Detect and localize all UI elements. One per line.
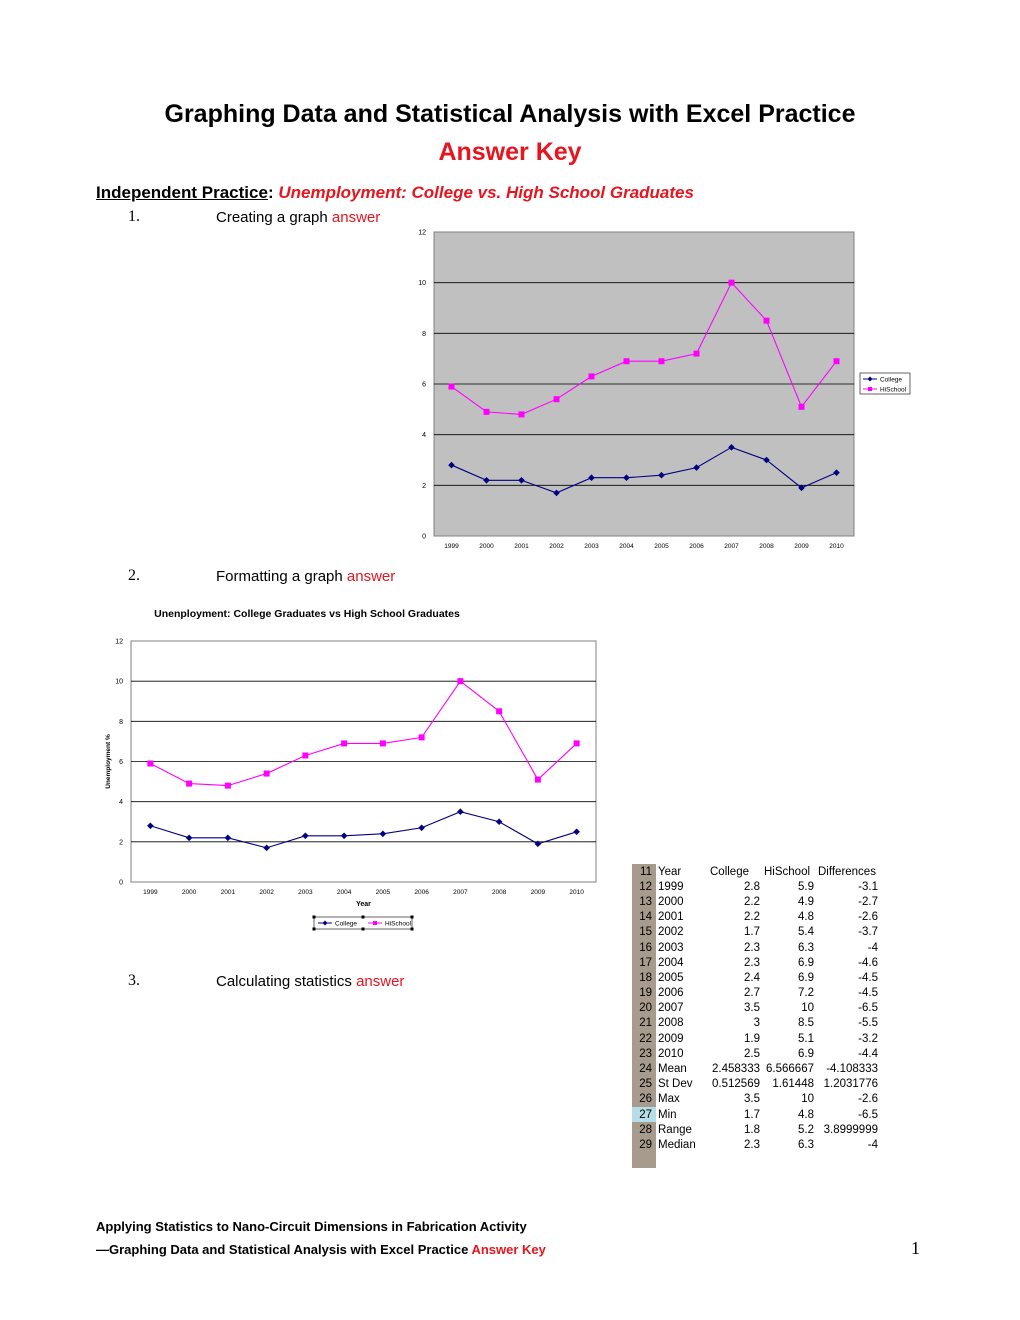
data-point xyxy=(659,358,665,364)
spreadsheet-row xyxy=(632,940,880,955)
spreadsheet-row xyxy=(632,1001,880,1016)
y-tick-label: 4 xyxy=(422,432,426,440)
spreadsheet-cell[interactable]: 2.3 xyxy=(744,956,760,969)
row-header[interactable]: 22 xyxy=(632,1031,656,1046)
data-point xyxy=(225,783,231,789)
y-axis-title: Unemployment % xyxy=(105,734,112,789)
x-tick-label: 2006 xyxy=(414,889,429,896)
x-tick-label: 2008 xyxy=(491,889,507,896)
document-subtitle: Answer Key xyxy=(438,138,582,166)
spreadsheet-cell[interactable]: 6.3 xyxy=(798,941,814,954)
data-point xyxy=(302,752,308,758)
spreadsheet-cell[interactable]: -4.5 xyxy=(858,987,878,1000)
spreadsheet-cell[interactable]: 1.8 xyxy=(744,1123,760,1136)
x-tick-label: 2001 xyxy=(220,889,236,896)
spreadsheet-cell[interactable]: 8.5 xyxy=(798,1017,814,1030)
spreadsheet-cell[interactable]: 6.9 xyxy=(798,956,814,969)
footer-activity-title: Applying Statistics to Nano-Circuit Dimensions in Fabrication Activity xyxy=(96,1219,527,1234)
legend-handle xyxy=(313,916,316,919)
spreadsheet-cell[interactable]: 2008 xyxy=(658,1017,684,1030)
spreadsheet-cell[interactable]: -4.6 xyxy=(858,956,878,969)
y-tick-label: 10 xyxy=(418,280,426,288)
spreadsheet-cell[interactable]: -3.2 xyxy=(858,1032,878,1045)
chart-title: Unenployment: College Graduates vs High School Graduates xyxy=(154,608,460,620)
x-tick-label: 2005 xyxy=(375,889,391,896)
legend-handle xyxy=(313,928,316,931)
item-answer: answer xyxy=(346,568,396,585)
spreadsheet-cell[interactable]: 2003 xyxy=(658,941,684,954)
spreadsheet-cell[interactable]: 4.8 xyxy=(798,911,814,924)
spreadsheet-row xyxy=(632,1031,880,1046)
x-tick-label: 2010 xyxy=(569,889,584,896)
spreadsheet-cell[interactable]: -4.108333 xyxy=(826,1063,878,1076)
item-text xyxy=(216,568,395,585)
unemployment-chart-default xyxy=(400,224,920,558)
spreadsheet-cell[interactable]: 10 xyxy=(801,1093,814,1106)
spreadsheet-cell[interactable]: Median xyxy=(658,1138,696,1151)
spreadsheet-cell[interactable]: -3.7 xyxy=(858,926,878,939)
spreadsheet-table xyxy=(632,864,880,1168)
x-tick-label: 2003 xyxy=(584,543,599,550)
spreadsheet-row xyxy=(632,910,880,925)
page-number: 1 xyxy=(911,1238,920,1258)
legend-label: College xyxy=(335,920,358,928)
unemployment-chart-formatted xyxy=(96,598,606,938)
spreadsheet-row xyxy=(632,1107,880,1122)
y-tick-label: 12 xyxy=(115,638,123,646)
spreadsheet-cell[interactable] xyxy=(816,1153,880,1168)
section-heading xyxy=(96,183,694,203)
item-answer: answer xyxy=(331,209,381,226)
section-label: Independent Practice xyxy=(96,183,268,202)
data-point xyxy=(729,280,735,286)
spreadsheet-cell[interactable]: 5.1 xyxy=(798,1032,814,1045)
legend-handle xyxy=(362,928,365,931)
spreadsheet-cell[interactable]: 4.9 xyxy=(798,895,814,908)
spreadsheet-cell[interactable]: St Dev xyxy=(658,1078,693,1091)
data-point xyxy=(449,384,455,390)
y-tick-label: 2 xyxy=(422,482,426,490)
y-tick-label: 6 xyxy=(422,381,426,389)
data-point xyxy=(574,740,580,746)
x-tick-label: 2008 xyxy=(759,543,774,550)
data-point xyxy=(535,777,541,783)
row-header[interactable]: 24 xyxy=(632,1061,656,1076)
row-header[interactable]: 17 xyxy=(632,955,656,970)
x-tick-label: 2005 xyxy=(654,543,669,550)
data-point xyxy=(764,318,770,324)
row-header[interactable]: 21 xyxy=(632,1016,656,1031)
spreadsheet-cell[interactable]: College xyxy=(710,865,749,878)
spreadsheet-cell[interactable]: -6.5 xyxy=(858,1108,878,1121)
row-header[interactable]: 14 xyxy=(632,910,656,925)
x-axis-title: Year xyxy=(356,901,371,908)
y-tick-label: 0 xyxy=(422,533,426,541)
row-header[interactable]: 18 xyxy=(632,970,656,985)
spreadsheet-cell[interactable]: -3.1 xyxy=(858,880,878,893)
x-tick-label: 2010 xyxy=(829,543,844,550)
spreadsheet-cell[interactable]: 6.9 xyxy=(798,1047,814,1060)
spreadsheet-cell[interactable]: -4 xyxy=(867,1138,878,1151)
spreadsheet-cell[interactable]: -4 xyxy=(867,941,878,954)
section-topic: Unemployment: College vs. High School Graduates xyxy=(273,183,694,202)
item-text xyxy=(216,209,380,226)
spreadsheet-cell[interactable]: 5.9 xyxy=(798,880,814,893)
legend-handle xyxy=(411,916,414,919)
spreadsheet-cell[interactable]: -2.6 xyxy=(858,911,878,924)
data-point xyxy=(554,396,560,402)
spreadsheet-cell[interactable]: 10 xyxy=(801,1002,814,1015)
x-tick-label: 2009 xyxy=(794,543,809,550)
row-header[interactable]: 26 xyxy=(632,1092,656,1107)
row-header[interactable]: 16 xyxy=(632,940,656,955)
footer-answer-key: Answer Key xyxy=(471,1242,546,1257)
x-tick-label: 2000 xyxy=(479,543,494,550)
spreadsheet-cell[interactable]: 2009 xyxy=(658,1032,684,1045)
spreadsheet-cell[interactable]: 2.7 xyxy=(744,987,760,1000)
legend-handle xyxy=(411,928,414,931)
item-label: Formatting a graph xyxy=(216,568,347,585)
x-tick-label: 2007 xyxy=(724,543,739,550)
footer-document-title xyxy=(96,1242,546,1257)
spreadsheet-row xyxy=(632,1137,880,1152)
spreadsheet-cell[interactable]: Min xyxy=(658,1108,677,1121)
item-number: 3. xyxy=(128,972,140,989)
y-tick-label: 8 xyxy=(119,718,123,726)
spreadsheet-row xyxy=(632,1016,880,1031)
spreadsheet-cell[interactable]: 2.458333 xyxy=(712,1063,760,1076)
spreadsheet-cell[interactable]: 5.2 xyxy=(798,1123,814,1136)
spreadsheet-cell[interactable]: 6.3 xyxy=(798,1138,814,1151)
spreadsheet-cell[interactable]: 3 xyxy=(753,1017,760,1030)
y-tick-label: 2 xyxy=(119,839,123,847)
spreadsheet-cell[interactable]: 2007 xyxy=(658,1002,684,1015)
y-tick-label: 4 xyxy=(119,799,123,807)
data-point xyxy=(624,358,630,364)
x-tick-label: 2003 xyxy=(298,889,313,896)
data-point xyxy=(264,771,270,777)
spreadsheet-row xyxy=(632,1077,880,1092)
spreadsheet-row xyxy=(632,864,880,879)
item-number: 1. xyxy=(128,208,140,225)
spreadsheet-cell[interactable]: Year xyxy=(658,865,682,878)
row-header[interactable]: 27 xyxy=(632,1107,656,1122)
legend-label: HiSchool xyxy=(385,920,412,928)
data-point xyxy=(457,678,463,684)
spreadsheet-cell[interactable]: 2004 xyxy=(658,956,684,969)
data-point xyxy=(341,740,347,746)
x-tick-label: 2001 xyxy=(514,543,529,550)
spreadsheet-row xyxy=(632,1122,880,1137)
spreadsheet-cell[interactable]: 2000 xyxy=(658,895,684,908)
spreadsheet-cell[interactable] xyxy=(762,1153,816,1168)
spreadsheet-row xyxy=(632,894,880,909)
legend-label: HiSchool xyxy=(880,386,907,394)
row-header[interactable]: 15 xyxy=(632,925,656,940)
spreadsheet-cell[interactable]: Range xyxy=(658,1123,692,1136)
row-header[interactable]: 11 xyxy=(632,864,656,879)
legend-marker xyxy=(868,387,872,391)
spreadsheet-cell[interactable]: 2006 xyxy=(658,987,684,1000)
statistics-spreadsheet xyxy=(632,864,894,1174)
spreadsheet-cell[interactable]: HiSchool xyxy=(764,865,811,878)
spreadsheet-cell[interactable]: 2.2 xyxy=(744,911,760,924)
y-tick-label: 8 xyxy=(422,330,426,338)
x-tick-label: 2006 xyxy=(689,543,704,550)
data-point xyxy=(484,409,490,415)
data-point xyxy=(589,373,595,379)
spreadsheet-cell[interactable]: 1.2031776 xyxy=(823,1078,878,1091)
spreadsheet-cell[interactable]: 3.8999999 xyxy=(823,1123,878,1136)
spreadsheet-cell[interactable]: 1.7 xyxy=(744,1108,760,1121)
spreadsheet-cell[interactable]: 2.3 xyxy=(744,941,760,954)
x-tick-label: 2004 xyxy=(336,889,352,896)
item-number: 2. xyxy=(128,567,140,584)
spreadsheet-row xyxy=(632,1092,880,1107)
x-tick-label: 2002 xyxy=(259,889,274,896)
spreadsheet-cell[interactable]: 0.512569 xyxy=(712,1078,760,1091)
item-label: Creating a graph xyxy=(216,209,332,226)
spreadsheet-row xyxy=(632,1061,880,1076)
x-tick-label: 2000 xyxy=(181,889,197,896)
spreadsheet-cell[interactable]: 2.4 xyxy=(744,971,760,984)
spreadsheet-cell[interactable]: 1999 xyxy=(658,880,684,893)
spreadsheet-cell[interactable]: Max xyxy=(658,1093,680,1106)
spreadsheet-cell[interactable]: 2010 xyxy=(658,1047,684,1060)
spreadsheet-cell[interactable]: 4.8 xyxy=(798,1108,814,1121)
item-answer: answer xyxy=(356,973,405,990)
data-point xyxy=(496,708,502,714)
x-tick-label: 1999 xyxy=(444,543,459,550)
x-tick-label: 2009 xyxy=(530,889,546,896)
spreadsheet-cell[interactable]: 2002 xyxy=(658,926,684,939)
row-header[interactable]: 19 xyxy=(632,986,656,1001)
spreadsheet-cell[interactable]: 2.5 xyxy=(744,1047,760,1060)
spreadsheet-cell[interactable]: 6.566667 xyxy=(766,1063,814,1076)
legend-label: College xyxy=(880,376,903,384)
item-text xyxy=(216,973,404,990)
spreadsheet-cell[interactable]: 6.9 xyxy=(798,971,814,984)
spreadsheet-cell[interactable]: 2001 xyxy=(658,911,684,924)
spreadsheet-cell[interactable]: -6.5 xyxy=(858,1002,878,1015)
x-tick-label: 2004 xyxy=(619,543,634,550)
data-point xyxy=(186,781,192,787)
spreadsheet-cell[interactable]: 7.2 xyxy=(798,987,814,1000)
legend-marker xyxy=(373,921,377,925)
spreadsheet-cell[interactable]: -4.5 xyxy=(858,971,878,984)
y-tick-label: 6 xyxy=(119,759,123,766)
y-tick-label: 10 xyxy=(115,678,123,686)
data-point xyxy=(834,358,840,364)
spreadsheet-cell[interactable]: 2005 xyxy=(658,971,684,984)
data-point xyxy=(519,411,525,417)
spreadsheet-row xyxy=(632,1046,880,1061)
spreadsheet-row xyxy=(632,879,880,894)
spreadsheet-cell[interactable]: 1.9 xyxy=(744,1032,760,1045)
x-tick-label: 2007 xyxy=(453,889,468,896)
spreadsheet-cell[interactable]: 3.5 xyxy=(744,1002,760,1015)
data-point xyxy=(147,761,153,767)
spreadsheet-cell[interactable]: -5.5 xyxy=(858,1017,878,1030)
row-header[interactable] xyxy=(632,1153,656,1168)
y-tick-label: 12 xyxy=(418,229,426,237)
spreadsheet-cell[interactable]: Mean xyxy=(658,1063,687,1076)
spreadsheet-cell[interactable]: Differences xyxy=(818,865,876,878)
row-header[interactable]: 29 xyxy=(632,1137,656,1152)
row-header[interactable]: 13 xyxy=(632,894,656,909)
item-label: Calculating statistics xyxy=(216,973,357,990)
data-point xyxy=(694,351,700,357)
spreadsheet-cell[interactable]: 5.4 xyxy=(798,926,814,939)
spreadsheet-cell[interactable] xyxy=(708,1153,762,1168)
row-header[interactable]: 20 xyxy=(632,1001,656,1016)
document-title: Graphing Data and Statistical Analysis with Excel Practice xyxy=(164,100,856,128)
y-tick-label: 0 xyxy=(119,879,123,887)
spreadsheet-cell[interactable]: 1.7 xyxy=(744,926,760,939)
data-point xyxy=(419,734,425,740)
spreadsheet-cell[interactable]: 2.8 xyxy=(744,880,760,893)
spreadsheet-cell[interactable]: -2.6 xyxy=(858,1093,878,1106)
spreadsheet-cell[interactable]: -2.7 xyxy=(858,895,878,908)
spreadsheet-cell[interactable]: -4.4 xyxy=(858,1047,878,1060)
row-header[interactable]: 23 xyxy=(632,1046,656,1061)
spreadsheet-row xyxy=(632,986,880,1001)
spreadsheet-cell[interactable]: 3.5 xyxy=(744,1093,760,1106)
row-header[interactable]: 25 xyxy=(632,1077,656,1092)
row-header[interactable]: 12 xyxy=(632,879,656,894)
spreadsheet-row xyxy=(632,970,880,985)
spreadsheet-row xyxy=(632,925,880,940)
data-point xyxy=(799,404,805,410)
section-separator: : xyxy=(267,183,274,202)
footer-doc-label: —Graphing Data and Statistical Analysis with Excel Practice xyxy=(96,1242,472,1257)
spreadsheet-row xyxy=(632,1153,880,1168)
spreadsheet-cell[interactable]: 1.61448 xyxy=(772,1078,814,1091)
x-tick-label: 2002 xyxy=(549,543,564,550)
x-tick-label: 1999 xyxy=(143,889,158,896)
data-point xyxy=(380,740,386,746)
spreadsheet-cell[interactable]: 2.3 xyxy=(744,1138,760,1151)
spreadsheet-row xyxy=(632,955,880,970)
row-header[interactable]: 28 xyxy=(632,1122,656,1137)
spreadsheet-cell[interactable]: 2.2 xyxy=(744,895,760,908)
legend-handle xyxy=(362,916,365,919)
spreadsheet-cell[interactable] xyxy=(656,1153,708,1168)
